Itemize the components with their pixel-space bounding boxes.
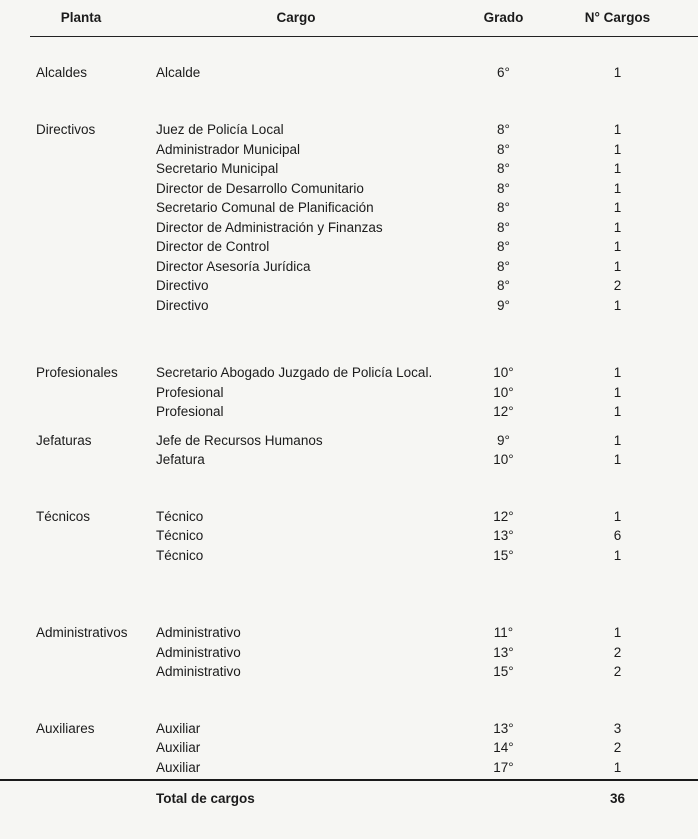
- planta-cell: Auxiliares: [36, 720, 95, 736]
- planta-cell: [36, 662, 156, 682]
- planta-cell: Jefaturas: [36, 432, 92, 448]
- grado-cell: 15°: [493, 547, 514, 563]
- n-cargos-cell: 1: [613, 508, 622, 524]
- grado-cell: 10°: [493, 452, 514, 467]
- table-row: [0, 296, 698, 316]
- n-cargos-cell: 2: [613, 740, 622, 755]
- n-cargos-cell: 1: [613, 404, 622, 419]
- total-grado-spacer: [456, 789, 551, 809]
- table-row: [0, 643, 698, 663]
- planta-cell: [36, 276, 156, 296]
- planta-cell: [36, 198, 156, 218]
- cargo-cell: Juez de Policía Local: [156, 122, 284, 137]
- n-cargos-cell: 1: [613, 141, 622, 157]
- table-row: [0, 218, 698, 238]
- grado-cell: 8°: [497, 200, 510, 215]
- cargo-cell: Secretario Municipal: [156, 161, 279, 176]
- planta-cell: [36, 450, 156, 470]
- cargo-cell: Técnico: [156, 528, 204, 543]
- table-row: [0, 179, 698, 199]
- planta-cell: [36, 296, 156, 316]
- total-row: [0, 789, 698, 809]
- grado-cell: 11°: [493, 625, 514, 640]
- cargo-cell: Director de Control: [156, 239, 270, 254]
- n-cargos-cell: 1: [613, 200, 622, 215]
- n-cargos-cell: 1: [613, 297, 622, 313]
- planta-cell: [36, 643, 156, 663]
- planta-cell: Alcaldes: [36, 64, 88, 80]
- planta-cell: [36, 383, 156, 403]
- cargo-cell: Profesional: [156, 404, 224, 419]
- planta-cell: [36, 179, 156, 199]
- n-cargos-cell: 1: [613, 64, 622, 80]
- table-row: [0, 276, 698, 296]
- planta-cell: [36, 526, 156, 546]
- grado-cell: 13°: [493, 720, 514, 736]
- table-row: [0, 63, 698, 83]
- grado-cell: 8°: [497, 141, 510, 157]
- cargo-cell: Auxiliar: [156, 720, 201, 736]
- planta-cell: [36, 257, 156, 277]
- grado-cell: 12°: [493, 508, 514, 524]
- table-row: [0, 363, 698, 383]
- n-cargos-cell: 1: [613, 432, 622, 448]
- planta-group: [0, 363, 698, 422]
- cargo-cell: Técnico: [156, 508, 204, 524]
- cargo-cell: Jefatura: [156, 452, 205, 467]
- cargo-cell: Directivo: [156, 297, 209, 313]
- planta-cell: Administrativos: [36, 625, 128, 640]
- planta-group: [0, 63, 698, 83]
- grado-cell: 8°: [497, 239, 510, 254]
- planta-cell: [36, 546, 156, 566]
- grado-cell: 13°: [493, 528, 514, 543]
- cargo-cell: Jefe de Recursos Humanos: [156, 432, 323, 448]
- table-row: [0, 257, 698, 277]
- n-cargos-cell: 1: [613, 365, 622, 380]
- n-cargos-cell: 1: [613, 239, 622, 254]
- table-row: [0, 431, 698, 451]
- grado-cell: 8°: [497, 122, 510, 137]
- header-cargo: Cargo: [276, 10, 316, 25]
- planta-cell: [36, 218, 156, 238]
- table-row: [0, 719, 698, 739]
- grado-cell: 9°: [497, 297, 510, 313]
- grado-cell: 14°: [493, 740, 514, 755]
- cargo-cell: Director de Desarrollo Comunitario: [156, 180, 364, 196]
- planta-cell: [36, 738, 156, 758]
- n-cargos-cell: 1: [613, 547, 622, 563]
- cargo-cell: Administrativo: [156, 664, 241, 679]
- grado-cell: 8°: [497, 258, 510, 274]
- cargo-cell: Administrativo: [156, 644, 241, 660]
- table-row: [0, 402, 698, 422]
- planta-cell: Técnicos: [36, 508, 91, 524]
- n-cargos-cell: 1: [613, 180, 622, 196]
- n-cargos-cell: 6: [613, 528, 622, 543]
- table-row: [0, 758, 698, 778]
- table-row: [0, 383, 698, 403]
- n-cargos-cell: 1: [613, 625, 622, 640]
- planta-cell: [36, 159, 156, 179]
- table-row: [0, 526, 698, 546]
- table-row: [0, 546, 698, 566]
- planta-cell: Profesionales: [36, 365, 118, 380]
- n-cargos-cell: 1: [613, 258, 622, 274]
- table-row: [0, 140, 698, 160]
- n-cargos-cell: 1: [613, 384, 622, 400]
- grado-cell: 9°: [497, 432, 510, 448]
- grado-cell: 10°: [493, 384, 514, 400]
- cargo-cell: Director de Administración y Finanzas: [156, 219, 383, 235]
- planta-cell: [36, 402, 156, 422]
- planta-cell: [36, 237, 156, 257]
- grado-cell: 6°: [497, 64, 510, 80]
- planta-group: [0, 719, 698, 778]
- grado-cell: 13°: [493, 644, 514, 660]
- n-cargos-cell: 1: [613, 452, 622, 467]
- cargo-cell: Director Asesoría Jurídica: [156, 258, 311, 274]
- grado-cell: 8°: [497, 180, 510, 196]
- total-value: 36: [609, 791, 626, 806]
- header-planta: Planta: [60, 10, 102, 25]
- grado-cell: 17°: [493, 759, 514, 775]
- n-cargos-cell: 2: [613, 278, 622, 293]
- cargo-cell: Administrador Municipal: [156, 141, 301, 157]
- cargo-cell: Profesional: [156, 384, 224, 400]
- grado-cell: 10°: [493, 365, 514, 380]
- table-row: [0, 237, 698, 257]
- table-row: [0, 198, 698, 218]
- cargo-cell: Secretario Comunal de Planificación: [156, 200, 374, 215]
- total-divider: [0, 779, 698, 781]
- planta-cell: [36, 758, 156, 778]
- n-cargos-cell: 1: [613, 219, 622, 235]
- table-row: [0, 738, 698, 758]
- cargo-cell: Directivo: [156, 278, 209, 293]
- cargo-cell: Secretario Abogado Juzgado de Policía Local.: [156, 365, 433, 380]
- cargo-cell: Alcalde: [156, 64, 201, 80]
- grado-cell: 12°: [493, 404, 514, 419]
- n-cargos-cell: 1: [613, 759, 622, 775]
- planta-group: [0, 431, 698, 470]
- header-n-cargos: N° Cargos: [584, 10, 651, 25]
- grado-cell: 8°: [497, 219, 510, 235]
- planta-group: [0, 120, 698, 315]
- n-cargos-cell: 3: [613, 720, 622, 736]
- table-row: [0, 450, 698, 470]
- cargo-cell: Auxiliar: [156, 740, 201, 755]
- cargo-cell: Auxiliar: [156, 759, 201, 775]
- table-row: [0, 120, 698, 140]
- n-cargos-cell: 2: [613, 664, 622, 679]
- grado-cell: 15°: [493, 664, 514, 679]
- header-divider: [30, 36, 698, 37]
- table-row: [0, 623, 698, 643]
- grado-cell: 8°: [497, 161, 510, 176]
- table-body: [0, 63, 698, 778]
- table-header: [0, 8, 698, 28]
- total-label: Total de cargos: [156, 791, 255, 806]
- table-row: [0, 662, 698, 682]
- cargo-cell: Técnico: [156, 547, 204, 563]
- planta-group: [0, 507, 698, 566]
- cargo-cell: Administrativo: [156, 625, 241, 640]
- n-cargos-cell: 1: [613, 161, 622, 176]
- planta-cell: [36, 140, 156, 160]
- grado-cell: 8°: [497, 278, 510, 293]
- n-cargos-cell: 2: [613, 644, 622, 660]
- table-row: [0, 159, 698, 179]
- total-spacer: [36, 789, 156, 809]
- n-cargos-cell: 1: [613, 122, 622, 137]
- planta-group: [0, 623, 698, 682]
- planta-cell: Directivos: [36, 122, 96, 137]
- header-grado: Grado: [483, 10, 524, 25]
- table-row: [0, 507, 698, 527]
